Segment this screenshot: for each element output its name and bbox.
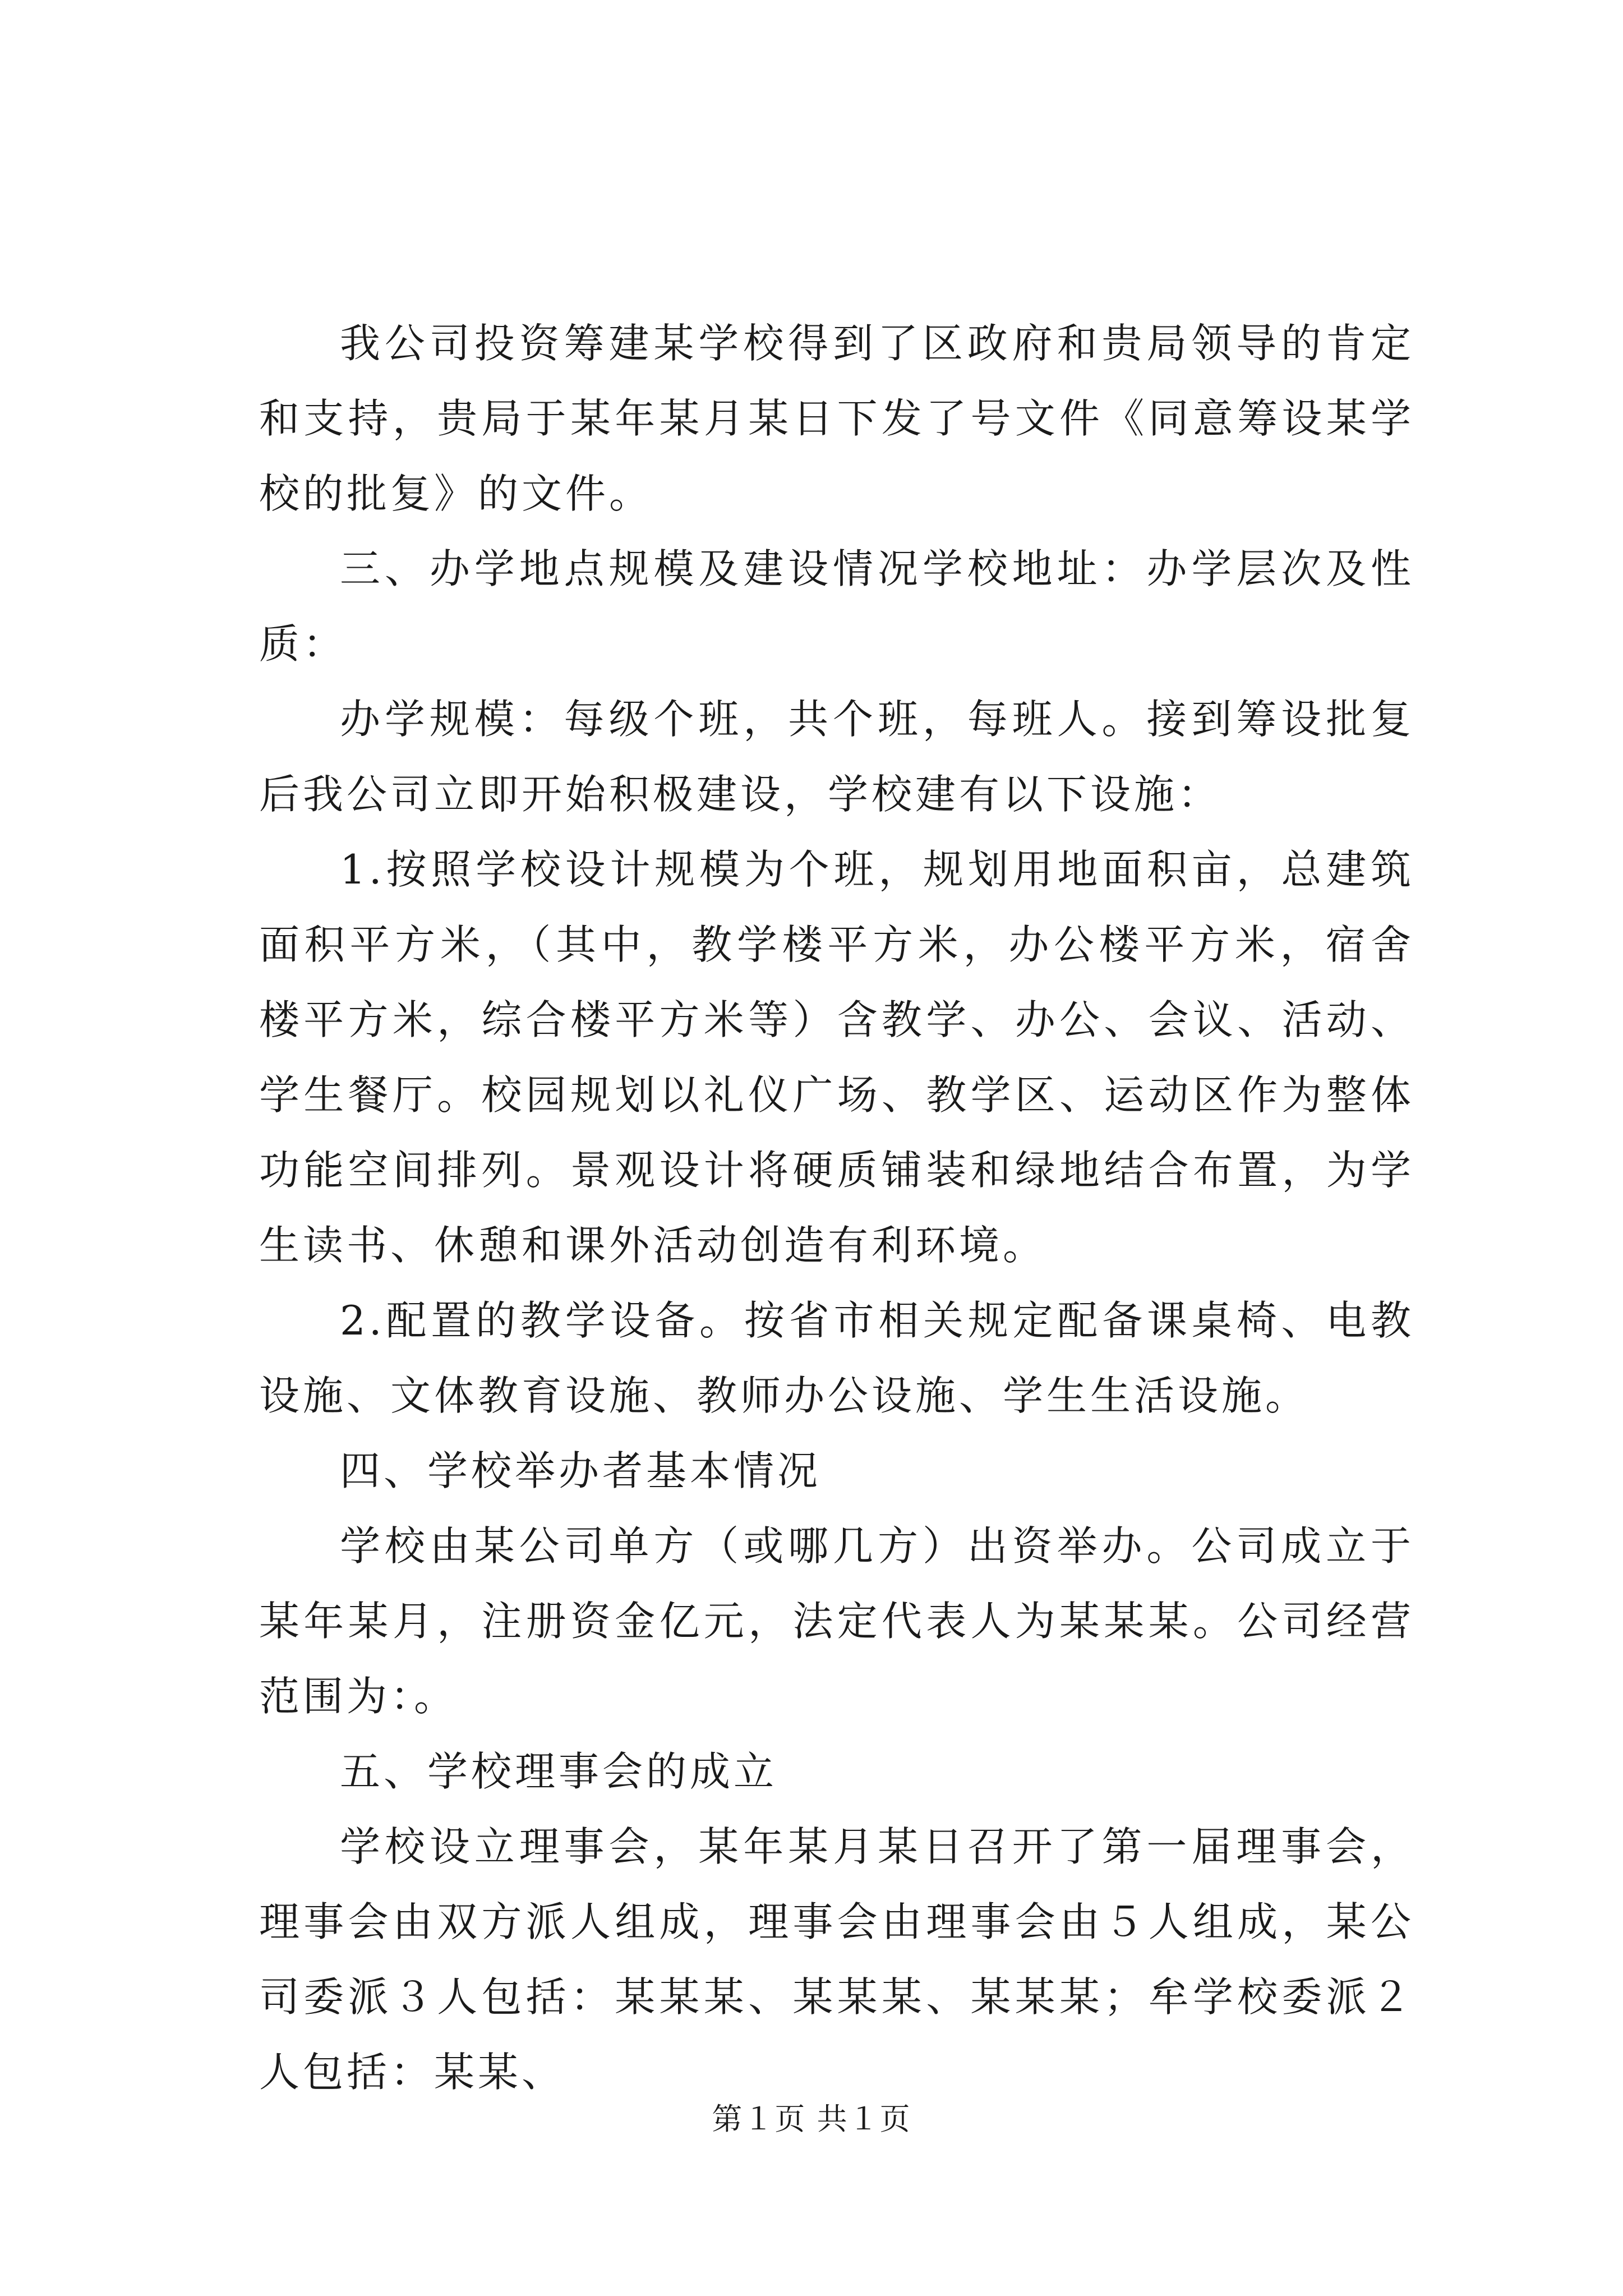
section-heading-location: 三、办学地点规模及建设情况学校地址：办学层次及性质： [259,545,1414,668]
document-body [259,306,1414,2110]
section-heading-council: 五、学校理事会的成立 [340,1748,778,1795]
paragraph-approval: 我公司投资筹建某学校得到了区政府和贵局领导的肯定和支持，贵局于某年某月某日下发了号文件《同意筹设某学校的批复》的文件。 [259,320,1414,517]
paragraph-facilities-2: 2.配置的教学设备。按省市相关规定配备课桌椅、电教设施、文体教育设施、教师办公设施、学生生活设施。 [259,1297,1414,1419]
paragraph-facilities-1: 1.按照学校设计规模为个班，规划用地面积亩，总建筑面积平方米，（其中，教学楼平方米，办公楼平方米，宿舍楼平方米，综合楼平方米等）含教学、办公、会议、活动、学生餐厅。校园规划以礼仪广场、教学区、运动区作为整体功能空间排列。景观设计将硬质铺装和绿地结合布置，为学生读书、休憩和课外活动创造有利环境。 [259,846,1414,1269]
page-number-footer: 第１页 共１页 [712,2101,911,2137]
paragraph-council: 学校设立理事会，某年某月某日召开了第一届理事会，理事会由双方派人组成，理事会由理事会由５人组成，某公司委派３人包括：某某某、某某某、某某某；牟学校委派２人包括：某某、 [259,1823,1414,2096]
paragraph-sponsor: 学校由某公司单方（或哪几方）出资举办。公司成立于某年某月，注册资金亿元，法定代表人为某某某。公司经营范围为：。 [259,1522,1414,1720]
paragraph-scale: 办学规模：每级个班，共个班，每班人。接到筹设批复后我公司立即开始积极建设，学校建有以下设施： [259,696,1414,818]
section-heading-sponsor: 四、学校举办者基本情况 [340,1447,822,1494]
